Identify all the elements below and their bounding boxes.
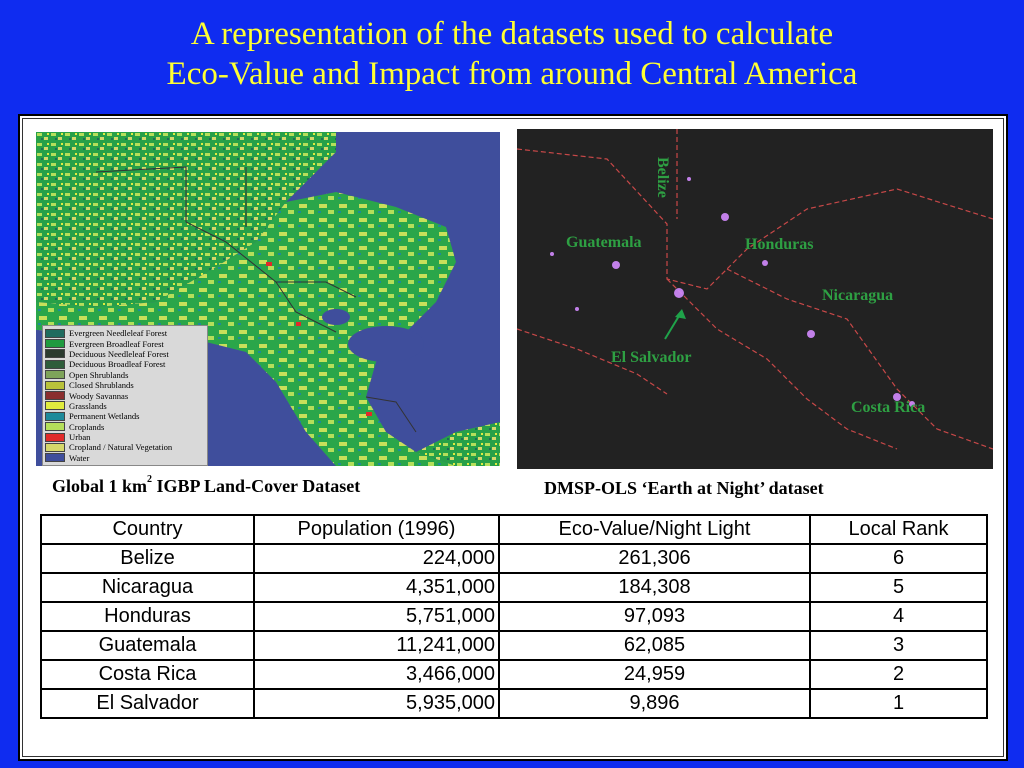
cell-eco-value: 62,085 — [499, 631, 810, 660]
legend-label: Open Shrublands — [69, 369, 129, 380]
land-cover-caption — [52, 476, 360, 497]
night-lights-caption: DMSP-OLS ‘Earth at Night’ dataset — [544, 478, 824, 498]
land-cover-caption-prefix: Global 1 km — [52, 476, 148, 496]
slide-title — [0, 14, 1024, 94]
cell-population: 5,751,000 — [254, 602, 499, 631]
legend-item — [45, 390, 205, 400]
label-nicaragua: Nicaragua — [822, 287, 894, 304]
title-line-1: A representation of the datasets used to calculate — [190, 16, 834, 52]
legend-item — [45, 370, 205, 380]
label-honduras: Honduras — [745, 236, 814, 253]
cell-population: 4,351,000 — [254, 573, 499, 602]
header-country: Country — [41, 515, 254, 544]
cell-eco-value: 9,896 — [499, 689, 810, 718]
table-row — [41, 544, 987, 573]
label-belize: Belize — [654, 157, 671, 198]
cell-eco-value: 24,959 — [499, 660, 810, 689]
legend-label: Closed Shrublands — [69, 380, 134, 391]
legend-label: Deciduous Needleleaf Forest — [69, 348, 169, 359]
legend-swatch — [45, 412, 65, 421]
cell-country: Belize — [41, 544, 254, 573]
legend-swatch — [45, 443, 65, 452]
cell-local-rank: 4 — [810, 602, 987, 631]
land-cover-legend — [42, 325, 208, 466]
legend-label: Woody Savannas — [69, 390, 129, 401]
label-guatemala: Guatemala — [566, 234, 642, 251]
night-lights-map — [517, 129, 993, 469]
header-local-rank: Local Rank — [810, 515, 987, 544]
legend-item — [45, 432, 205, 442]
cell-local-rank: 2 — [810, 660, 987, 689]
table-row — [41, 602, 987, 631]
label-el-salvador: El Salvador — [611, 349, 692, 366]
cell-local-rank: 1 — [810, 689, 987, 718]
legend-swatch — [45, 422, 65, 431]
cell-eco-value: 261,306 — [499, 544, 810, 573]
legend-swatch — [45, 433, 65, 442]
legend-item — [45, 422, 205, 432]
legend-item — [45, 349, 205, 359]
legend-item — [45, 401, 205, 411]
cell-population: 224,000 — [254, 544, 499, 573]
legend-item — [45, 442, 205, 452]
cell-country: Guatemala — [41, 631, 254, 660]
legend-swatch — [45, 453, 65, 462]
legend-swatch — [45, 401, 65, 410]
cell-eco-value: 184,308 — [499, 573, 810, 602]
cell-population: 3,466,000 — [254, 660, 499, 689]
legend-label: Cropland / Natural Vegetation — [69, 442, 173, 453]
cell-local-rank: 5 — [810, 573, 987, 602]
legend-item — [45, 453, 205, 463]
legend-label: Evergreen Broadleaf Forest — [69, 338, 164, 349]
legend-swatch — [45, 391, 65, 400]
table-row — [41, 660, 987, 689]
cell-country: El Salvador — [41, 689, 254, 718]
cell-country: Costa Rica — [41, 660, 254, 689]
legend-swatch — [45, 349, 65, 358]
land-cover-caption-superscript: 2 — [147, 474, 153, 485]
table-row — [41, 631, 987, 660]
table-header-row — [41, 515, 987, 544]
eco-value-table — [40, 514, 988, 719]
header-population: Population (1996) — [254, 515, 499, 544]
legend-item — [45, 328, 205, 338]
cell-population: 5,935,000 — [254, 689, 499, 718]
cell-population: 11,241,000 — [254, 631, 499, 660]
legend-label: Permanent Wetlands — [69, 411, 140, 422]
cell-eco-value: 97,093 — [499, 602, 810, 631]
content-panel — [18, 114, 1008, 761]
legend-swatch — [45, 329, 65, 338]
legend-item — [45, 338, 205, 348]
land-cover-caption-suffix: IGBP Land-Cover Dataset — [152, 476, 361, 496]
legend-item — [45, 359, 205, 369]
legend-label: Croplands — [69, 421, 105, 432]
legend-item — [45, 411, 205, 421]
legend-label: Water — [69, 452, 90, 463]
cell-local-rank: 6 — [810, 544, 987, 573]
land-cover-map — [36, 132, 500, 466]
legend-label: Grasslands — [69, 400, 107, 411]
cell-country: Honduras — [41, 602, 254, 631]
legend-label: Deciduous Broadleaf Forest — [69, 359, 166, 370]
legend-swatch — [45, 360, 65, 369]
header-eco-value: Eco-Value/Night Light — [499, 515, 810, 544]
label-costa-rica: Costa Rica — [851, 399, 926, 416]
night-lights-map-graphic — [517, 129, 993, 469]
legend-swatch — [45, 370, 65, 379]
cell-local-rank: 3 — [810, 631, 987, 660]
legend-swatch — [45, 339, 65, 348]
legend-item — [45, 380, 205, 390]
legend-label: Urban — [69, 432, 91, 443]
legend-swatch — [45, 381, 65, 390]
table-row — [41, 689, 987, 718]
cell-country: Nicaragua — [41, 573, 254, 602]
table-row — [41, 573, 987, 602]
title-line-2: Eco-Value and Impact from around Central America — [166, 56, 858, 92]
legend-label: Evergreen Needleleaf Forest — [69, 328, 168, 339]
